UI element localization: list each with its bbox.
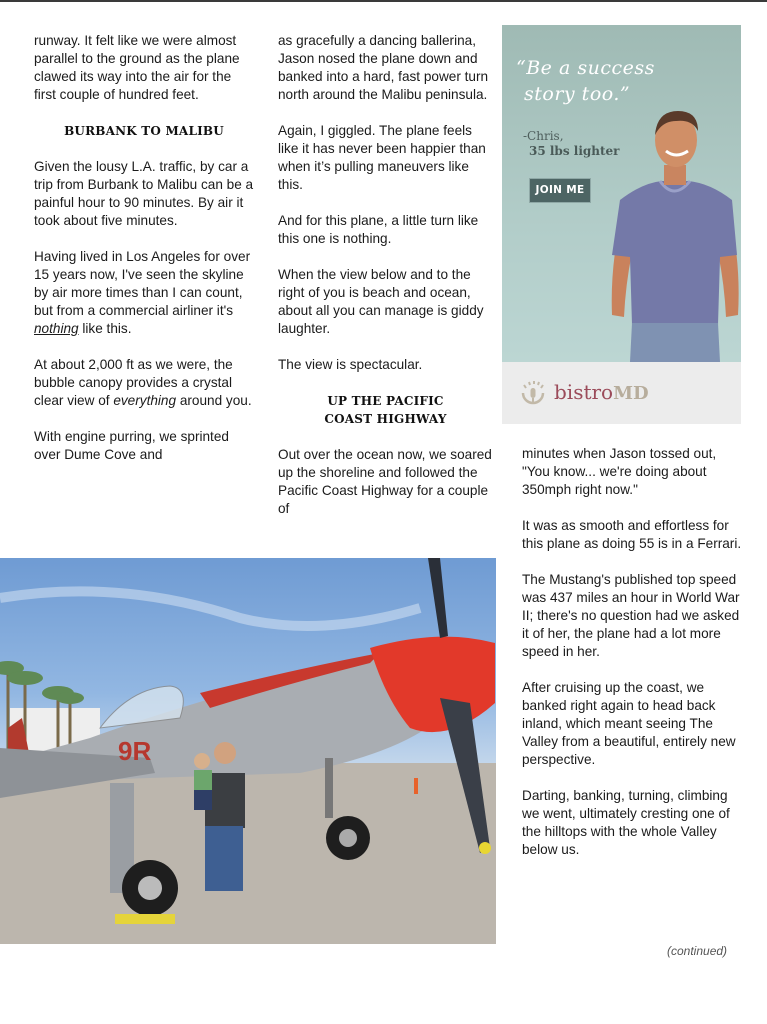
text-run: around you. — [176, 393, 252, 408]
article-column-3 — [522, 445, 742, 859]
article-column-2 — [278, 32, 493, 518]
bistromd-logo-text — [554, 380, 649, 406]
photo-illustration — [0, 558, 496, 944]
ad-brand-bar — [502, 362, 741, 424]
emphasis-everything: everything — [113, 393, 177, 408]
paragraph: The view is spectacular. — [278, 357, 423, 372]
paragraph: Out over the ocean now, we soared up the shoreline and followed the Pacific Coast Highway for a couple of — [278, 447, 492, 516]
paragraph — [34, 356, 254, 410]
ad-quote — [516, 55, 676, 107]
text-run: like this. — [78, 321, 132, 336]
paragraph: runway. It felt like we were almost parallel to the ground as the plane clawed its way into the air for the first couple of hundred feet. — [34, 33, 240, 102]
paragraph: The Mustang's published top speed was 437 miles an hour in World War II; there's no question had we asked it of her, the plane had a lot more speed in her. — [522, 572, 740, 659]
text-run: At about 2,000 ft as we were, the bubble canopy provides a crystal clear view of — [34, 357, 233, 408]
paragraph: Given the lousy L.A. traffic, by car a trip from Burbank to Malibu can be a painful hour to 90 minutes. By air it took about five minutes. — [34, 159, 254, 228]
emphasis-nothing: nothing — [34, 321, 79, 336]
top-rule — [0, 0, 767, 2]
wheel-chock — [115, 914, 175, 924]
paragraph: minutes when Jason tossed out, "You know... we're doing about 350mph right now." — [522, 446, 717, 497]
article-column-1 — [34, 32, 254, 464]
propeller-blade — [428, 558, 448, 638]
paragraph: Darting, banking, turning, climbing we went, ultimately cresting one of the hilltops with the whole Valley below us. — [522, 788, 730, 857]
heading-line: UP THE PACIFIC — [327, 394, 444, 408]
section-heading-pacific-coast-highway — [278, 392, 493, 428]
bistromd-logo-icon — [518, 379, 548, 409]
continued-label: (continued) — [667, 944, 728, 958]
heading-line: COAST HIGHWAY — [324, 412, 447, 426]
ad-quote-line: “Be a success — [516, 57, 655, 79]
paragraph: Again, I giggled. The plane feels like it has never been happier than when it’s pulling maneuvers like this. — [278, 123, 486, 192]
brand-main: bistro — [554, 380, 614, 404]
paragraph — [34, 248, 254, 338]
paragraph: It was as smooth and effortless for this plane as doing 55 is in a Ferrari. — [522, 518, 742, 551]
paragraph: When the view below and to the right of you is beach and ocean, about all you can manage is giddy laughter. — [278, 267, 484, 336]
paragraph: With engine purring, we sprinted over Dume Cove and — [34, 429, 229, 462]
tail-marking: 9R — [118, 736, 152, 766]
advertisement-bistromd[interactable] — [502, 25, 741, 424]
paragraph: as gracefully a dancing ballerina, Jason nosed the plane down and banked into a hard, fast power turn north around the Malibu peninsula. — [278, 33, 489, 102]
section-heading-burbank-to-malibu: BURBANK TO MALIBU — [64, 124, 224, 138]
article-photo-p51-mustang — [0, 558, 496, 944]
text-run: Having lived in Los Angeles for over 15 years now, I've seen the skyline by air more times than I can count, but from a commercial airliner it's — [34, 249, 251, 318]
brand-suffix: MD — [613, 383, 649, 404]
ad-model-photo — [602, 105, 741, 362]
paragraph: After cruising up the coast, we banked right again to head back inland, which meant seeing The Valley from a beautiful, entirely new perspective. — [522, 680, 736, 767]
ad-attribution-name: -Chris, — [523, 129, 564, 143]
ad-attribution-detail: 35 lbs lighter — [529, 144, 620, 158]
join-me-button[interactable]: JOIN ME — [529, 178, 591, 203]
ad-quote-line: story too.” — [524, 83, 631, 105]
paragraph: And for this plane, a little turn like this one is nothing. — [278, 213, 479, 246]
